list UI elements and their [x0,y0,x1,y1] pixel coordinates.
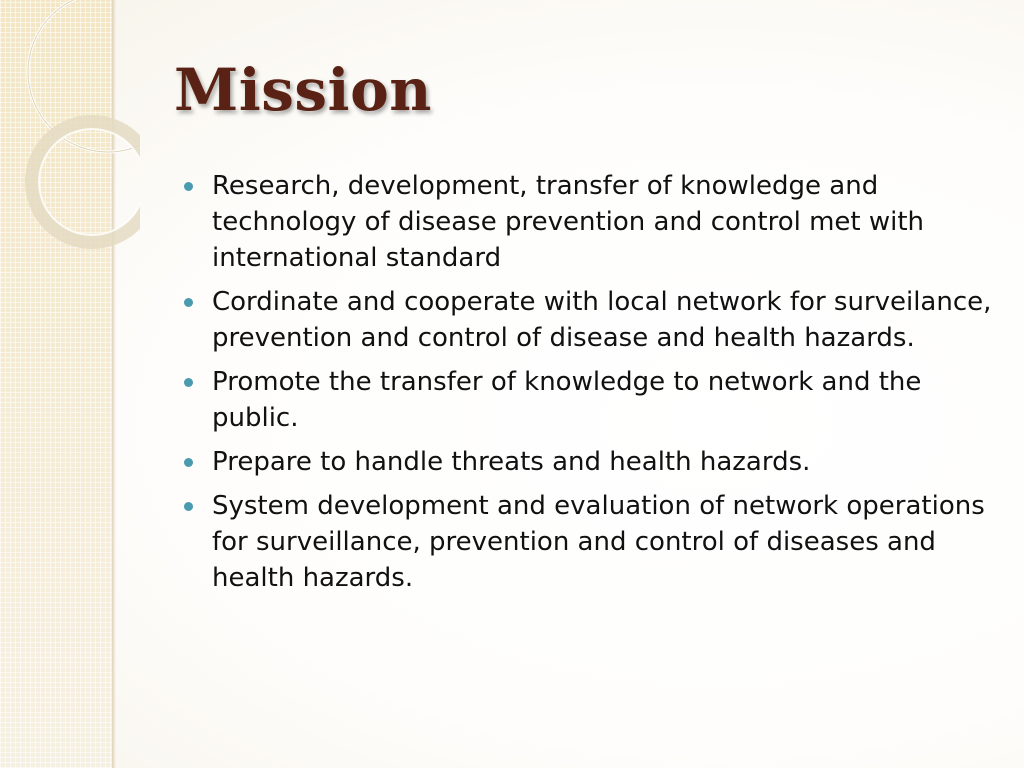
list-item [182,168,998,276]
list-item [182,364,998,436]
bullet-text: Prepare to handle threats and health hazards. [212,447,811,477]
bullet-text: Cordinate and cooperate with local network for surveilance, prevention and control of disease and health hazards. [212,287,992,353]
bullet-dot-icon [184,378,193,387]
bullet-dot-icon [184,298,193,307]
slide-title: Mission [174,56,432,124]
list-item [182,284,998,356]
bullet-text: Research, development, transfer of knowledge and technology of disease prevention and control met with international standard [212,171,925,273]
bullet-dot-icon [184,458,193,467]
list-item [182,488,998,596]
bullet-text: System development and evaluation of network operations for surveillance, prevention and control of diseases and health hazards. [212,491,985,593]
bullet-text: Promote the transfer of knowledge to network and the public. [212,367,922,433]
decorative-rings-icon [0,0,140,260]
mission-bullet-list [182,168,998,604]
bullet-dot-icon [184,182,193,191]
list-item [182,444,998,480]
bullet-dot-icon [184,502,193,511]
